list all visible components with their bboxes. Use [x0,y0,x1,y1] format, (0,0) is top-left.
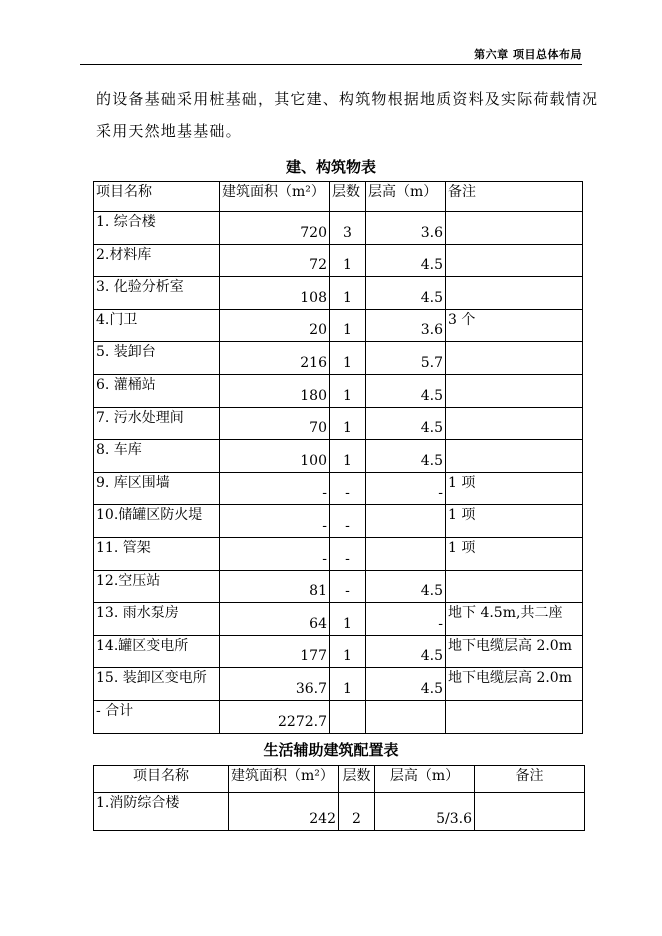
table-cell: 3. 化验分析室 [94,277,220,310]
table-row [94,635,583,668]
column-header: 建筑面积（m²） [229,766,339,793]
table-cell: 4.5 [366,570,446,603]
table-cell: 1.消防综合楼 [94,793,229,831]
table-cell: - [366,603,446,636]
table-cell: - [330,537,366,570]
table-row [94,342,583,375]
table-cell: - [330,570,366,603]
table-row [94,505,583,538]
table-cell: 64 [220,603,330,636]
table-cell [366,537,446,570]
table-cell: 5/3.6 [375,793,475,831]
table-cell: 1 [330,635,366,668]
table-cell: 1 [330,603,366,636]
table-cell: 108 [220,277,330,310]
table-row [94,309,583,342]
table-cell: 4.5 [366,407,446,440]
column-header: 建筑面积（m²） [220,182,330,212]
column-header: 项目名称 [94,182,220,212]
table-cell [446,244,583,277]
auxiliary-buildings-table [93,765,585,831]
table-row [94,793,585,831]
table-cell: 地下 4.5m,共二座 [446,603,583,636]
table-cell: 4.5 [366,244,446,277]
table-cell: 4.5 [366,277,446,310]
table-header-row [94,182,583,212]
table-cell: 4.5 [366,374,446,407]
table2-title: 生活辅助建筑配置表 [263,741,399,759]
table-row [94,603,583,636]
table-cell: 242 [229,793,339,831]
chapter-header: 第六章 项目总体布局 [474,48,582,61]
table-cell: 216 [220,342,330,375]
table-cell: 100 [220,440,330,473]
column-header: 备注 [446,182,583,212]
table-row [94,570,583,603]
table-cell: 10.储罐区防火堤 [94,505,220,538]
table-cell: 3 [330,212,366,245]
table-cell [446,570,583,603]
table-cell: 4.5 [366,440,446,473]
table-cell: 1 [330,309,366,342]
table-cell: 6. 灌桶站 [94,374,220,407]
table-cell [330,700,366,733]
table-cell [446,277,583,310]
table-cell: 1 项 [446,537,583,570]
table-cell: - [220,505,330,538]
table-cell: 1 [330,668,366,701]
table-cell: - [220,472,330,505]
table-cell [475,793,585,831]
paragraph-line-1: 的设备基础采用桩基础，其它建、构筑物根据地质资料及实际荷载情况 [96,90,599,108]
table-row [94,440,583,473]
table-cell: 36.7 [220,668,330,701]
table-cell [446,212,583,245]
table-cell: 70 [220,407,330,440]
table-row [94,374,583,407]
table-cell: 1 [330,374,366,407]
table-cell [446,700,583,733]
table-cell: 地下电缆层高 2.0m [446,668,583,701]
table-cell: 3.6 [366,212,446,245]
column-header: 项目名称 [94,766,229,793]
table-row [94,407,583,440]
table-cell: 1 [330,244,366,277]
table-cell [446,374,583,407]
table-cell: - [330,472,366,505]
table-cell: - [330,505,366,538]
table-cell: 1 项 [446,472,583,505]
buildings-table [93,181,583,734]
table-cell: 4.5 [366,668,446,701]
table-cell: 1 [330,277,366,310]
table-cell: 12.空压站 [94,570,220,603]
table-cell: 2.材料库 [94,244,220,277]
table-row [94,668,583,701]
table-cell: 1 [330,342,366,375]
table-cell [366,505,446,538]
table-cell: 1 项 [446,505,583,538]
table-cell: 20 [220,309,330,342]
column-header: 层数 [330,182,366,212]
table-cell: 11. 管架 [94,537,220,570]
table1-title: 建、构筑物表 [285,158,376,176]
table-cell: - 合计 [94,700,220,733]
table-cell: 177 [220,635,330,668]
table-row [94,277,583,310]
table-cell: 14.罐区变电所 [94,635,220,668]
table-cell: 1 [330,440,366,473]
column-header: 层高（m） [375,766,475,793]
table-cell: 13. 雨水泵房 [94,603,220,636]
table-cell: 7. 污水处理间 [94,407,220,440]
table-cell: 5.7 [366,342,446,375]
column-header: 层高（m） [366,182,446,212]
table-cell: 9. 库区围墙 [94,472,220,505]
table-cell: 5. 装卸台 [94,342,220,375]
table-cell: - [220,537,330,570]
table-cell [446,342,583,375]
table-row [94,537,583,570]
table-row [94,472,583,505]
table-cell: - [366,472,446,505]
table-cell: 1. 综合楼 [94,212,220,245]
table-cell [446,407,583,440]
table-cell: 2 [339,793,375,831]
table-row [94,700,583,733]
table-cell: 15. 装卸区变电所 [94,668,220,701]
table-cell: 2272.7 [220,700,330,733]
table-row [94,244,583,277]
table-cell: 72 [220,244,330,277]
table-cell: 180 [220,374,330,407]
table-cell: 4.门卫 [94,309,220,342]
table-row [94,212,583,245]
table-cell: 81 [220,570,330,603]
table-cell: 3 个 [446,309,583,342]
table-cell [366,700,446,733]
table-header-row [94,766,585,793]
paragraph-line-2: 采用天然地基基础。 [96,122,242,140]
column-header: 层数 [339,766,375,793]
table-cell [446,440,583,473]
table-cell: 8. 车库 [94,440,220,473]
table-cell: 地下电缆层高 2.0m [446,635,583,668]
header-rule [80,64,582,65]
table-cell: 720 [220,212,330,245]
table-cell: 4.5 [366,635,446,668]
table-cell: 1 [330,407,366,440]
column-header: 备注 [475,766,585,793]
table-cell: 3.6 [366,309,446,342]
